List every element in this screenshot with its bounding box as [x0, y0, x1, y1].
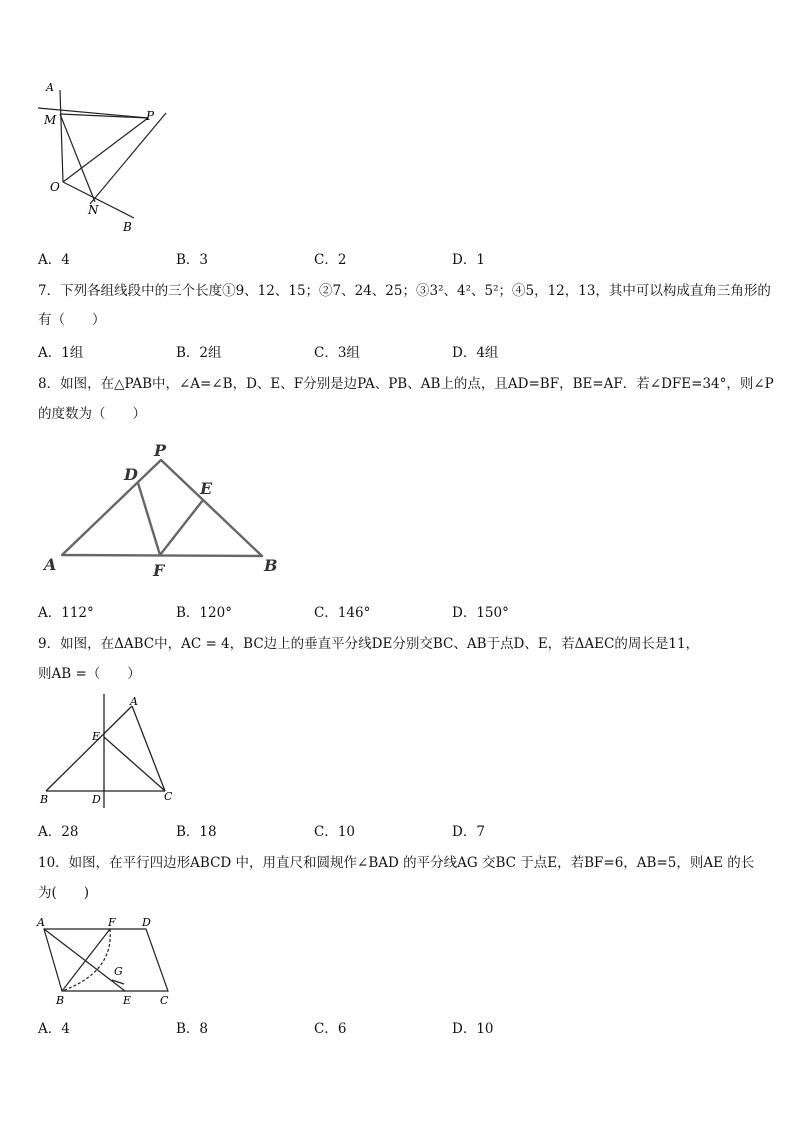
q8-figure: [40, 440, 290, 580]
q8-label-p: P: [154, 441, 167, 460]
q6-label-o: O: [50, 180, 60, 194]
q8-option-a[interactable]: A．112°: [38, 605, 94, 621]
q6-option-b[interactable]: B．3: [176, 252, 209, 268]
q9-option-a[interactable]: A．28: [38, 824, 79, 840]
q9-option-c[interactable]: C．10: [314, 824, 356, 840]
q10-option-d[interactable]: D．10: [452, 1021, 494, 1037]
q6-label-m: M: [44, 113, 57, 127]
q9-label-a: A: [130, 695, 138, 708]
q9-label-d: D: [92, 793, 101, 806]
q10-stem-line2: 为( ): [38, 885, 90, 901]
q7-option-d[interactable]: D．4组: [452, 345, 499, 361]
q8-stem-line1: 8．如图，在△PAB中，∠A=∠B，D、E、F分别是边PA、PB、AB上的点，且AD=BF，BE=AF．若∠DFE=34°，则∠P: [38, 376, 774, 392]
q10-label-e: E: [123, 994, 132, 1007]
q8-option-c[interactable]: C．146°: [314, 605, 371, 621]
q10-label-a: A: [37, 916, 45, 929]
q6-label-a: A: [46, 81, 54, 94]
q10-option-c[interactable]: C．6: [314, 1021, 347, 1037]
q10-stem-line1: 10．如图，在平行四边形ABCD 中，用直尺和圆规作∠BAD 的平分线AG 交BC 于点E，若BF=6，AB=5，则AE 的长: [38, 855, 755, 871]
q10-label-g: G: [114, 965, 123, 978]
q10-option-a[interactable]: A．4: [38, 1021, 70, 1037]
q10-figure: [34, 912, 194, 1008]
q6-label-p: P: [146, 109, 155, 123]
q7-option-a[interactable]: A．1组: [38, 345, 84, 361]
q6-figure: [30, 78, 180, 238]
q9-stem-line2: 则AB =（ ）: [38, 666, 141, 682]
q8-label-b: B: [264, 556, 278, 575]
q9-option-d[interactable]: D．7: [452, 824, 485, 840]
q6-options: [38, 248, 758, 268]
q8-option-d[interactable]: D．150°: [452, 605, 509, 621]
q6-option-d[interactable]: D．1: [452, 252, 485, 268]
q8-option-b[interactable]: B．120°: [176, 605, 232, 621]
q10-label-c: C: [160, 994, 169, 1007]
q10-label-d: D: [142, 916, 151, 929]
q8-stem-line2: 的度数为（ ）: [38, 406, 146, 422]
q9-label-c: C: [164, 790, 173, 803]
q8-label-f: F: [153, 561, 165, 580]
q8-label-e: E: [200, 479, 213, 498]
q7-option-b[interactable]: B．2组: [176, 345, 222, 361]
q9-label-e: E: [92, 730, 101, 743]
q6-label-b: B: [123, 220, 132, 234]
q6-option-c[interactable]: C．2: [314, 252, 347, 268]
q7-options: [38, 341, 758, 361]
q9-options: [38, 820, 758, 840]
q8-label-a: A: [44, 555, 57, 574]
q9-option-b[interactable]: B．18: [176, 824, 217, 840]
q8-options: [38, 601, 758, 621]
q10-label-f: F: [108, 916, 116, 929]
q10-options: [38, 1017, 758, 1037]
q9-figure: [34, 690, 184, 810]
q8-label-d: D: [124, 465, 138, 484]
q10-option-b[interactable]: B．8: [176, 1021, 209, 1037]
q7-stem-line1: 7．下列各组线段中的三个长度①9、12、15；②7、24、25；③3²、4²、5²；④5，12，13，其中可以构成直角三角形的: [38, 283, 771, 299]
q9-label-b: B: [40, 793, 49, 806]
q6-label-n: N: [88, 203, 99, 217]
q9-stem-line1: 9．如图，在ΔABC中，AC = 4，BC边上的垂直平分线DE分别交BC、AB于点D、E，若ΔAEC的周长是11，: [38, 636, 700, 652]
q7-option-c[interactable]: C．3组: [314, 345, 360, 361]
q10-label-b: B: [56, 994, 65, 1007]
q7-stem-line2: 有（ ）: [38, 312, 106, 328]
q6-option-a[interactable]: A．4: [38, 252, 70, 268]
